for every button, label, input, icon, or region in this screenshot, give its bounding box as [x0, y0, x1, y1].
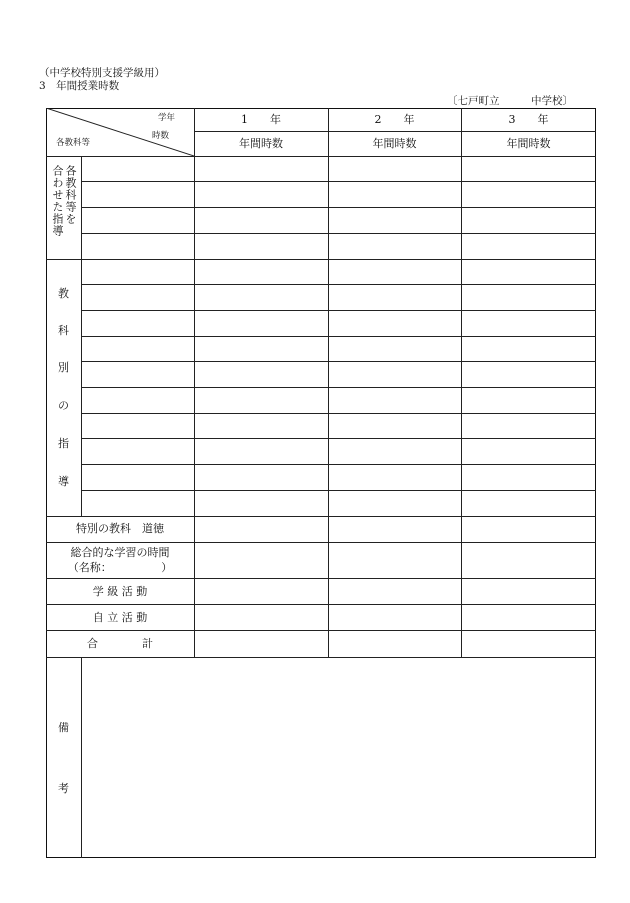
form-subtitle: （中学校特別支援学級用） [39, 67, 165, 79]
header-bottom-line [46, 156, 596, 157]
grade-2-hours-header: 年間時数 [372, 137, 417, 150]
class-activities-row-bottom [46, 604, 596, 605]
col-divider-grade3 [461, 108, 462, 658]
combined-row-line-2 [81, 207, 596, 208]
school-name: 〔七戸町立 中学校〕 [447, 95, 573, 107]
corner-subjects-label: 各教科等 [56, 138, 91, 148]
remarks-label-divider [81, 658, 82, 858]
by-subject-char-5: 指 [58, 437, 69, 450]
grade-1-header: 1 年 [241, 113, 281, 126]
row-moral-label: 特別の教科 道徳 [76, 522, 164, 535]
grade-2-header: 2 年 [374, 113, 415, 126]
subject-row-line-6 [81, 413, 596, 414]
by-subject-char-1: 教 [58, 287, 69, 300]
corner-hours-label: 時数 [152, 131, 170, 141]
subject-row-line-1 [81, 284, 596, 285]
grade-3-hours-header: 年間時数 [506, 137, 551, 150]
group-combined-label-col2: 合わせた指導 [51, 165, 64, 237]
grade-1-hours-header: 年間時数 [239, 137, 283, 150]
independence-row-bottom [46, 630, 596, 631]
subject-row-line-8 [81, 464, 596, 465]
row-integrated-label-2: （名称： ） [67, 561, 173, 574]
integrated-row-bottom [46, 578, 596, 579]
subject-row-line-7 [81, 438, 596, 439]
remarks-char-2: 考 [58, 782, 69, 795]
col-divider-grade2 [328, 108, 329, 658]
subject-block-bottom [46, 516, 596, 517]
hours-table [46, 108, 596, 858]
header-row-divider [194, 131, 596, 132]
group-combined-label-col1: 各教科等を [64, 165, 77, 225]
subject-row-line-4 [81, 361, 596, 362]
by-subject-char-2: 科 [58, 324, 69, 337]
remarks-char-1: 備 [58, 721, 69, 734]
total-row-bottom [46, 657, 596, 658]
subject-row-line-5 [81, 387, 596, 388]
col-divider-subjects [194, 108, 195, 658]
subject-row-line-3 [81, 336, 596, 337]
grade-3-header: 3 年 [508, 113, 549, 126]
subject-row-line-9 [81, 490, 596, 491]
row-independence-label: 自 立 活 動 [92, 611, 148, 624]
section-title: 3 年間授業時数 [39, 80, 120, 92]
by-subject-char-6: 導 [58, 475, 69, 488]
corner-grade-label: 学年 [158, 113, 176, 123]
row-class-activities-label: 学 級 活 動 [92, 585, 148, 598]
row-integrated-label-1: 総合的な学習の時間 [70, 546, 170, 559]
combined-row-line-1 [81, 181, 596, 182]
by-subject-char-3: 別 [58, 361, 69, 374]
moral-row-bottom [46, 542, 596, 543]
by-subject-char-4: の [58, 399, 69, 412]
row-total-label: 合 計 [87, 637, 153, 650]
combined-row-line-3 [81, 233, 596, 234]
subject-row-line-2 [81, 310, 596, 311]
combined-block-bottom [46, 259, 596, 260]
